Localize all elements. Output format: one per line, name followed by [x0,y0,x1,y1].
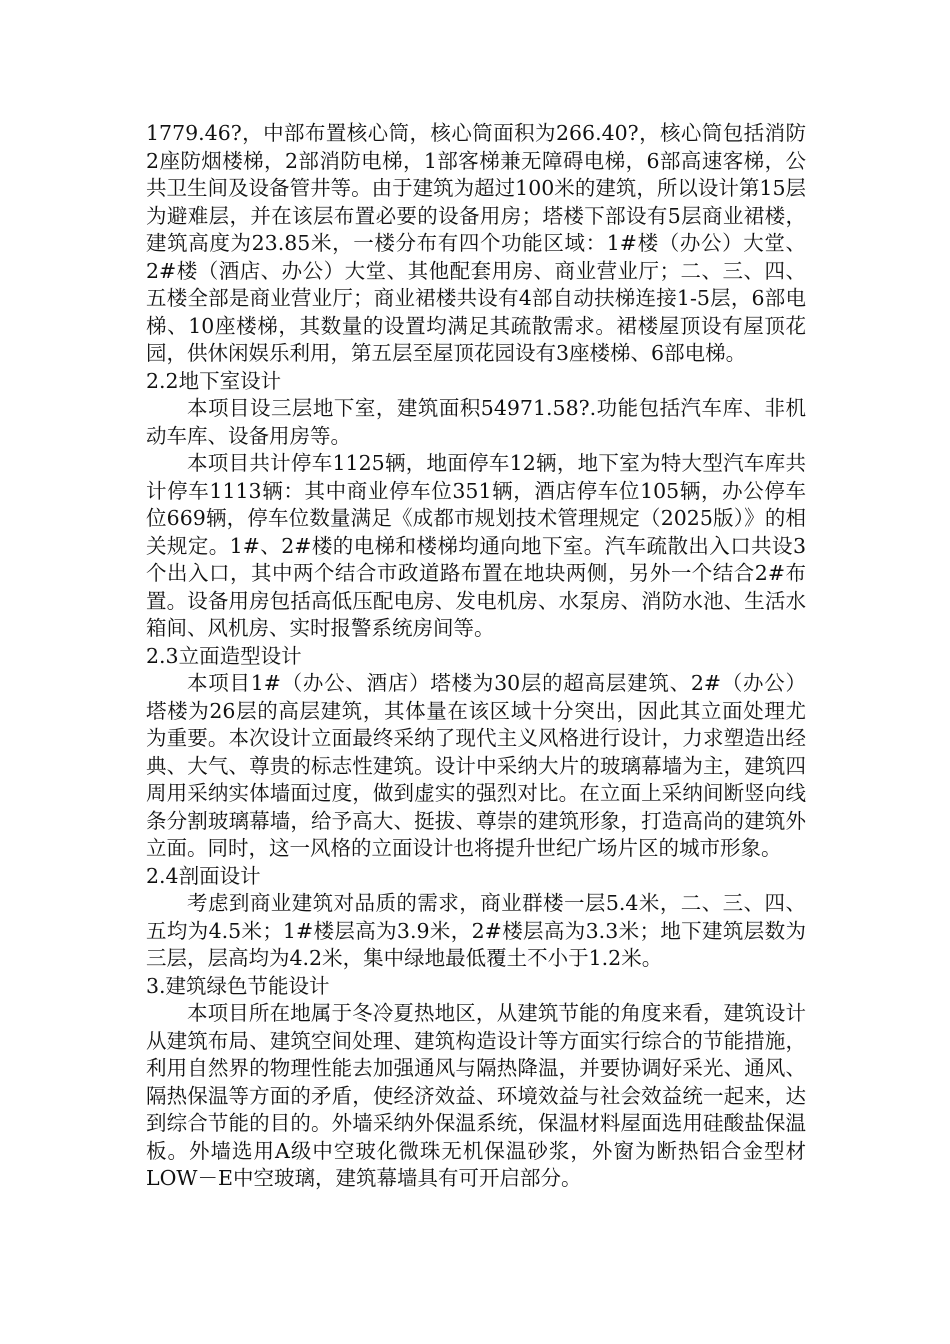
body-paragraph: 本项目1#（办公、酒店）塔楼为30层的超高层建筑、2#（办公）塔楼为26层的高层建筑，其体量在该区域十分突出，因此其立面处理尤为重要。本次设计立面最终采纳了现代主义风格进行设计，力求塑造出经典、大气、尊贵的标志性建筑。设计中采纳大片的玻璃幕墙为主，建筑四周用采纳实体墙面过度，做到虚实的强烈对比。在立面上采纳间断竖向线条分割玻璃幕墙，给予高大、挺拔、尊崇的建筑形象，打造高尚的建筑外立面。同时，这一风格的立面设计也将提升世纪广场片区的城市形象。 [146,671,806,860]
section-heading: 2.3立面造型设计 [146,643,302,668]
body-paragraph: 考虑到商业建筑对品质的需求，商业群楼一层5.4米，二、三、四、五均为4.5米；1#楼层高为3.9米，2#楼层高为3.3米；地下建筑层数为三层，层高均为4.2米，集中绿地最低覆土不小于1.2米。 [146,891,806,970]
body-paragraph: 本项目共计停车1125辆，地面停车12辆，地下室为特大型汽车库共计停车1113辆：其中商业停车位351辆，酒店停车位105辆，办公停车位669辆，停车位数量满足《成都市规划技术管理规定（2025版）》的相关规定。1#、2#楼的电梯和楼梯均通向地下室。汽车疏散出入口共设3个出入口，其中两个结合市政道路布置在地块两侧，另外一个结合2#布置。设备用房包括高低压配电房、发电机房、水泵房、消防水池、生活水箱间、风机房、实时报警系统房间等。 [146,451,806,640]
section-heading: 3.建筑绿色节能设计 [146,973,330,998]
section-heading: 2.4剖面设计 [146,863,261,888]
body-paragraph: 1779.46?，中部布置核心筒，核心筒面积为266.40?，核心筒包括消防2座防烟楼梯，2部消防电梯，1部客梯兼无障碍电梯，6部高速客梯，公共卫生间及设备管井等。由于建筑为超过100米的建筑，所以设计第15层为避难层，并在该层布置必要的设备用房；塔楼下部设有5层商业裙楼，建筑高度为23.85米，一楼分布有四个功能区域：1#楼（办公）大堂、2#楼（酒店、办公）大堂、其他配套用房、商业营业厅；二、三、四、五楼全部是商业营业厅；商业裙楼共设有4部自动扶梯连接1-5层，6部电梯、10座楼梯，其数量的设置均满足其疏散需求。裙楼屋顶设有屋顶花园，供休闲娱乐利用，第五层至屋顶花园设有3座楼梯、6部电梯。 [146,121,806,365]
document-page [146,120,806,1193]
body-paragraph: 本项目所在地属于冬冷夏热地区，从建筑节能的角度来看，建筑设计从建筑布局、建筑空间处理、建筑构造设计等方面实行综合的节能措施，利用自然界的物理性能去加强通风与隔热降温，并要协调好采光、通风、隔热保温等方面的矛盾，使经济效益、环境效益与社会效益统一起来，达到综合节能的目的。外墙采纳外保温系统，保温材料屋面选用硅酸盐保温板。外墙选用A级中空玻化微珠无机保温砂浆，外窗为断热铝合金型材LOW－E中空玻璃，建筑幕墙具有可开启部分。 [146,1001,806,1190]
section-heading: 2.2地下室设计 [146,368,282,393]
body-paragraph: 本项目设三层地下室，建筑面积54971.58?.功能包括汽车库、非机动车库、设备用房等。 [146,396,806,448]
